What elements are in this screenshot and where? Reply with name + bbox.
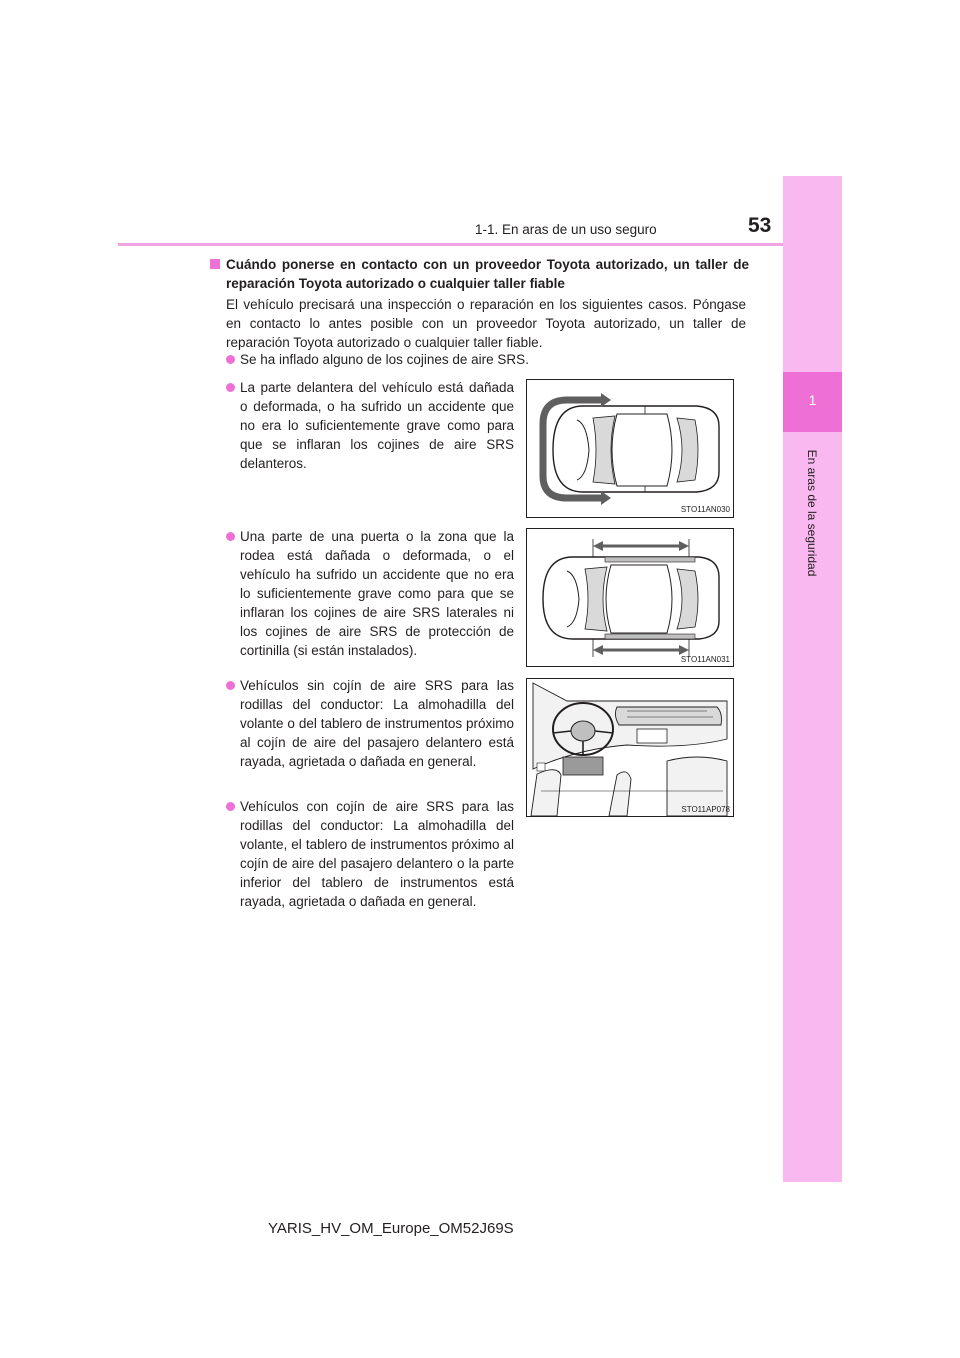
- list-item-text: La parte delantera del vehículo está dañada o deformada, o ha sufrido un accidente que no era lo suficientemente grave como para que se inflaran los cojines de aire SRS delanteros.: [240, 380, 514, 471]
- car-top-view-front-illustration: [527, 380, 733, 517]
- list-item: [226, 350, 746, 369]
- figure-label: STO11AP078: [681, 805, 730, 814]
- figure-side-damage: [526, 528, 734, 667]
- chapter-title: En aras de la seguridad: [805, 449, 819, 577]
- figure-dashboard: [526, 678, 734, 817]
- bullet-icon: [226, 383, 235, 392]
- header-rule: [118, 243, 783, 246]
- heading-text: Cuándo ponerse en contacto con un proveedor Toyota autorizado, un taller de reparación Toyota autorizado o cualquier taller fiable: [226, 257, 749, 291]
- square-bullet-icon: [210, 259, 220, 269]
- list-item-text: Vehículos con cojín de aire SRS para las rodillas del conductor: La almohadilla del volante, el tablero de instrumentos próximo al cojín de aire del pasajero delantero o la parte inferior del tablero de instrumentos está rayada, agrietada o dañada en general.: [240, 799, 514, 909]
- list-item: [226, 378, 514, 473]
- section-title: 1-1. En aras de un uso seguro: [475, 222, 657, 237]
- footer-doc-id: YARIS_HV_OM_Europe_OM52J69S: [268, 1220, 514, 1237]
- list-item-text: Se ha inflado alguno de los cojines de aire SRS.: [240, 352, 529, 367]
- list-item-text: Vehículos sin cojín de aire SRS para las rodillas del conductor: La almohadilla del volante o del tablero de instrumentos próximo al cojín de aire del pasajero delantero está rayada, agrietada o dañada en general.: [240, 678, 514, 769]
- list-item-text: Una parte de una puerta o la zona que la rodea está dañada o deformada, o el vehículo ha sufrido un accidente que no era lo suficientemente grave como para que se inflaran los cojines de aire SRS laterales ni los cojines de aire SRS de protección de cortinilla (si están instalados).: [240, 529, 514, 658]
- intro-paragraph: El vehículo precisará una inspección o reparación en los siguientes casos. Póngase en contacto lo antes posible con un proveedor Toyota autorizado, un taller de reparación Toyota autorizado o cualquier taller fiable.: [226, 297, 746, 350]
- figure-label: STO11AN031: [680, 655, 730, 664]
- list-item: [226, 797, 514, 911]
- dashboard-illustration: [527, 679, 733, 816]
- car-top-view-side-illustration: [527, 529, 733, 666]
- chapter-number: 1: [808, 392, 817, 408]
- bullet-icon: [226, 355, 235, 364]
- list-item: [226, 527, 514, 660]
- bullet-icon: [226, 681, 235, 690]
- section-heading: [212, 255, 749, 293]
- bullet-icon: [226, 532, 235, 541]
- side-tab: [783, 176, 842, 1182]
- bullet-icon: [226, 802, 235, 811]
- list-item: [226, 676, 514, 771]
- page-number: 53: [748, 214, 772, 237]
- figure-front-damage: [526, 379, 734, 518]
- figure-label: STO11AN030: [680, 505, 730, 514]
